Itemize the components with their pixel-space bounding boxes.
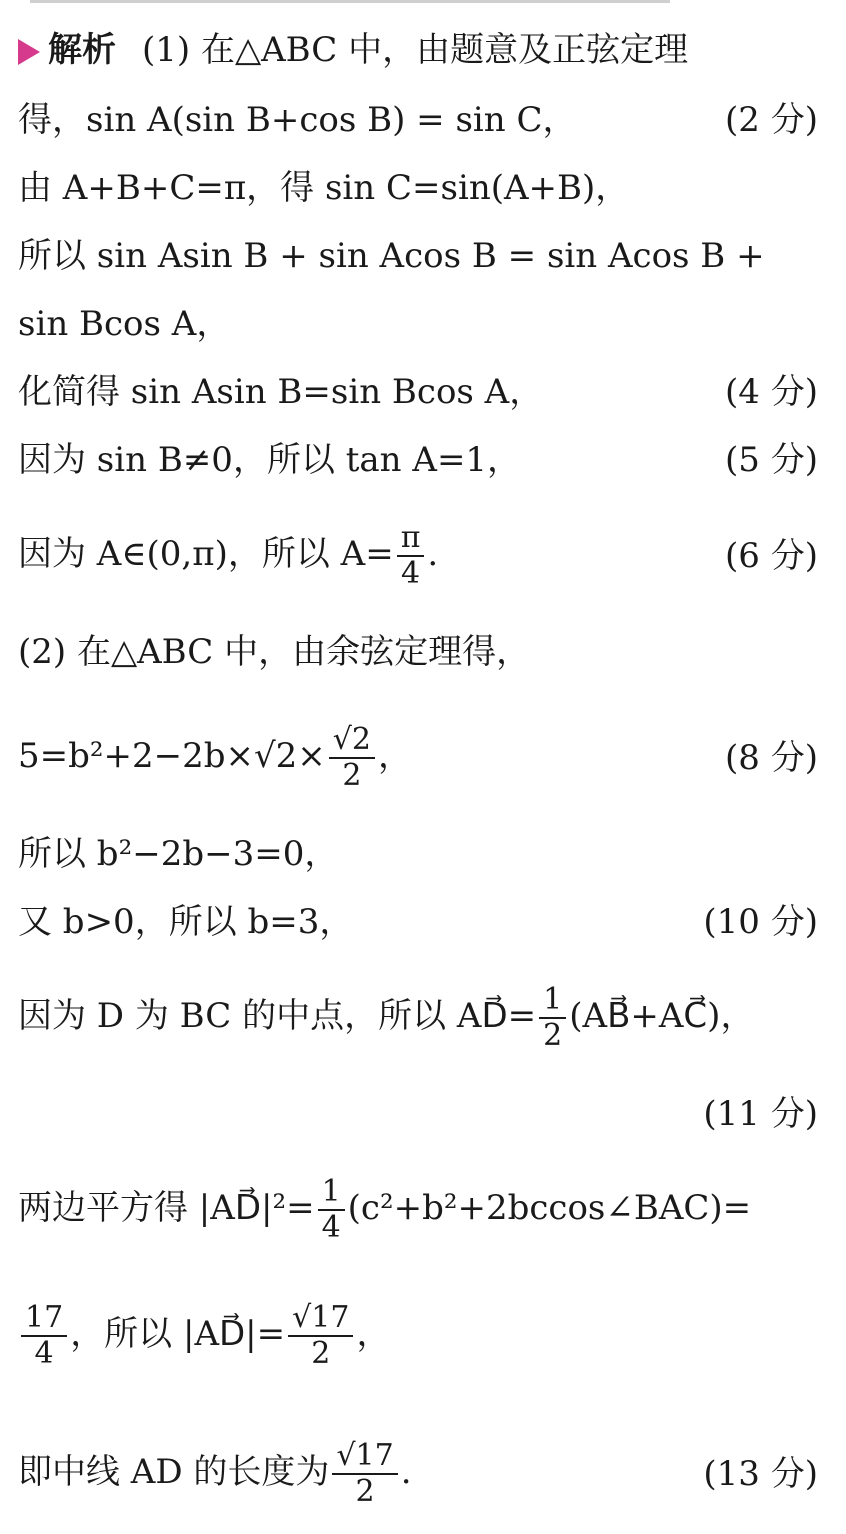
line-text-after: .	[400, 1452, 412, 1492]
solution-line	[18, 1436, 818, 1512]
solution-line	[18, 720, 818, 796]
fraction	[288, 1301, 353, 1371]
score-label: (11 分)	[703, 1094, 818, 1134]
fraction-denominator: 4	[34, 1336, 54, 1371]
line-text-after: ，	[356, 1314, 391, 1354]
fraction-denominator: 2	[342, 758, 362, 793]
fraction-numerator: π	[397, 521, 425, 557]
line-text: 得，sin A(sin B+cos B) = sin C，	[18, 100, 577, 140]
line-text: (1) 在△ABC 中，由题意及正弦定理	[142, 30, 689, 70]
fraction-numerator: √2	[329, 723, 375, 759]
solution-line	[18, 518, 818, 594]
fraction-numerator: 17	[21, 1301, 67, 1337]
fraction-numerator: √17	[332, 1439, 397, 1475]
line-text: 5=b²+2−2b×√2×	[18, 736, 326, 776]
triangle-marker-icon	[18, 39, 40, 65]
fraction-denominator: 2	[543, 1018, 563, 1053]
line-text: 化简得 sin Asin B=sin Bcos A，	[18, 372, 544, 412]
solution-line	[18, 1298, 818, 1374]
line-text: 因为 sin B≠0，所以 tan A=1，	[18, 440, 522, 480]
line-text: 所以 b²−2b−3=0，	[18, 834, 339, 874]
header-label: 解析	[48, 30, 116, 70]
line-text: 因为 D 为 BC 的中点，所以 AD⃗=	[18, 996, 537, 1036]
line-text-after: ，	[378, 736, 412, 776]
solution-line	[18, 440, 818, 480]
line-text: sin Bcos A，	[18, 304, 231, 344]
line-text-after: .	[427, 534, 439, 574]
score-label: (5 分)	[725, 440, 818, 480]
top-cut-edge	[30, 0, 670, 3]
fraction	[318, 1175, 345, 1245]
score-label: (6 分)	[725, 536, 818, 576]
fraction-denominator: 2	[311, 1336, 331, 1371]
score-label: (4 分)	[725, 372, 818, 412]
solution-line	[18, 980, 818, 1056]
solution-line	[18, 100, 818, 140]
line-text: 由 A+B+C=π，得 sin C=sin(A+B)，	[18, 168, 630, 208]
line-text-after: (c²+b²+2bccos∠BAC)=	[347, 1188, 752, 1228]
line-text: 因为 A∈(0,π)，所以 A=	[18, 534, 394, 574]
line-text: 即中线 AD 的长度为	[18, 1452, 330, 1492]
solution-line	[18, 902, 818, 942]
solution-line	[18, 1094, 818, 1134]
solution-line	[18, 1172, 818, 1248]
line-text-after: ，所以 |AD⃗|=	[70, 1314, 286, 1354]
fraction	[539, 983, 566, 1053]
line-text: (2) 在△ABC 中，由余弦定理得，	[18, 632, 531, 672]
line-text: 又 b>0，所以 b=3，	[18, 902, 354, 942]
fraction	[329, 723, 375, 793]
solution-line	[18, 30, 818, 70]
solution-line	[18, 304, 818, 344]
fraction	[397, 521, 425, 591]
line-text: 两边平方得 |AD⃗|²=	[18, 1188, 315, 1228]
score-label: (2 分)	[725, 100, 818, 140]
fraction-denominator: 2	[355, 1474, 375, 1509]
fraction	[332, 1439, 397, 1509]
solution-line	[18, 168, 818, 208]
line-text: 所以 sin Asin B + sin Acos B = sin Acos B +	[18, 236, 765, 276]
solution-line	[18, 834, 818, 874]
score-label: (13 分)	[703, 1454, 818, 1494]
solution-line	[18, 236, 818, 276]
fraction	[21, 1301, 67, 1371]
solution-line	[18, 372, 818, 412]
score-label: (10 分)	[703, 902, 818, 942]
fraction-numerator: √17	[288, 1301, 353, 1337]
solution-line	[18, 632, 818, 672]
fraction-numerator: 1	[539, 983, 566, 1019]
fraction-denominator: 4	[401, 556, 421, 591]
fraction-denominator: 4	[321, 1210, 341, 1245]
line-text-after: (AB⃗+AC⃗)，	[569, 996, 755, 1036]
fraction-numerator: 1	[318, 1175, 345, 1211]
score-label: (8 分)	[725, 738, 818, 778]
